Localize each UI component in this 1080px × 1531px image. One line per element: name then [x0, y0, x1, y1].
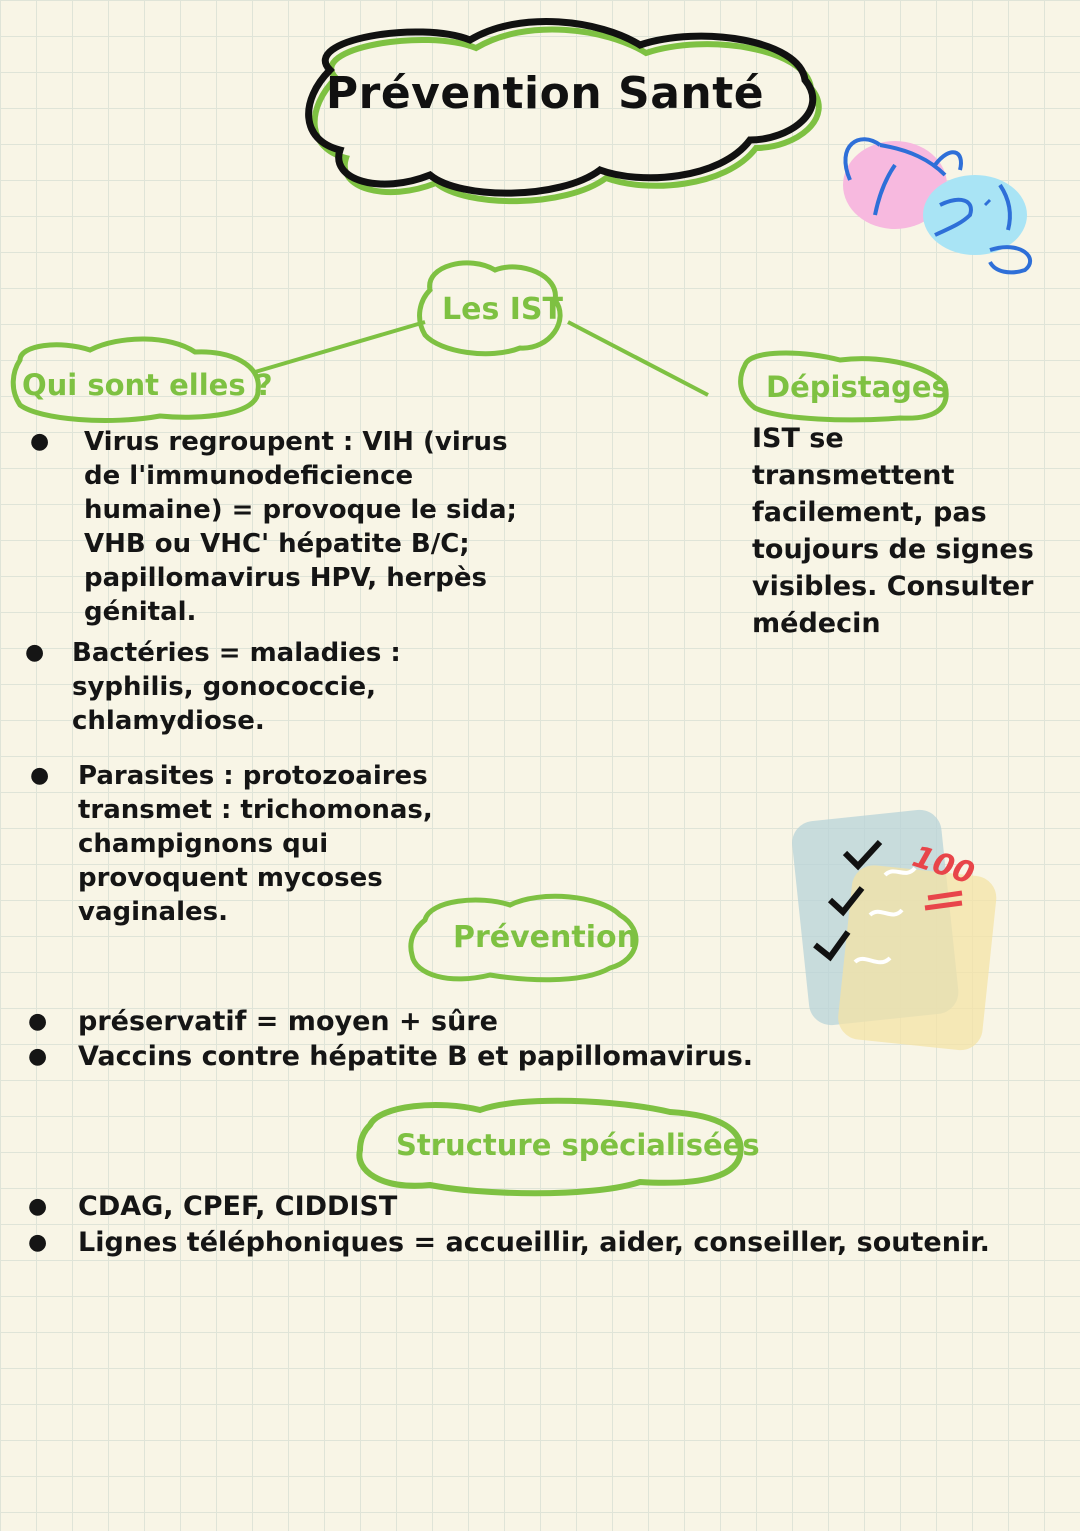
bullet-dot-icon: ● — [28, 1194, 48, 1219]
list-item-preservatif: préservatif = moyen + sûre — [78, 1006, 498, 1037]
bullet-dot-icon: ● — [28, 1044, 48, 1069]
bullet-dot-icon: ● — [30, 429, 50, 454]
checklist-icon — [790, 808, 999, 1053]
list-item-lignes: Lignes téléphoniques = accueillir, aider, conseiller, soutenir. — [78, 1227, 990, 1258]
list-item-structures: CDAG, CPEF, CIDDIST — [78, 1191, 398, 1222]
heading-prevention: Prévention — [453, 920, 638, 955]
mask-icon — [843, 139, 1030, 272]
list-item-parasites: Parasites : protozoaires transmet : trichomonas, champignons qui provoquent mycoses vaginales. — [78, 761, 433, 927]
topic-qui-sont-elles: Qui sont elles ? — [22, 368, 273, 402]
topic-les-ist: Les IST — [442, 292, 563, 327]
topic-depistages: Dépistages — [766, 370, 949, 404]
page-title: Prévention Santé — [325, 68, 765, 119]
heading-structure: Structure spécialisées — [396, 1128, 760, 1162]
bullet-dot-icon: ● — [25, 640, 45, 665]
bullet-dot-icon: ● — [28, 1230, 48, 1255]
bullet-dot-icon: ● — [28, 1009, 48, 1034]
list-item-bacteries: Bactéries = maladies : syphilis, gonococcie, chlamydiose. — [72, 638, 401, 736]
connector-right — [568, 322, 708, 395]
list-item-virus: Virus regroupent : VIH (virus de l'immunodeficience humaine) = provoque le sida; VHB ou VHC' hépatite B/C; papillomavirus HPV, herpès génital. — [84, 427, 517, 627]
connector-left — [255, 322, 425, 372]
list-item-vaccins: Vaccins contre hépatite B et papillomavirus. — [78, 1041, 754, 1072]
depistage-text: IST se transmettent facilement, pas toujours de signes visibles. Consulter médecin — [752, 423, 1034, 639]
sticker-score: 100 — [908, 839, 979, 892]
bullet-dot-icon: ● — [30, 763, 50, 788]
